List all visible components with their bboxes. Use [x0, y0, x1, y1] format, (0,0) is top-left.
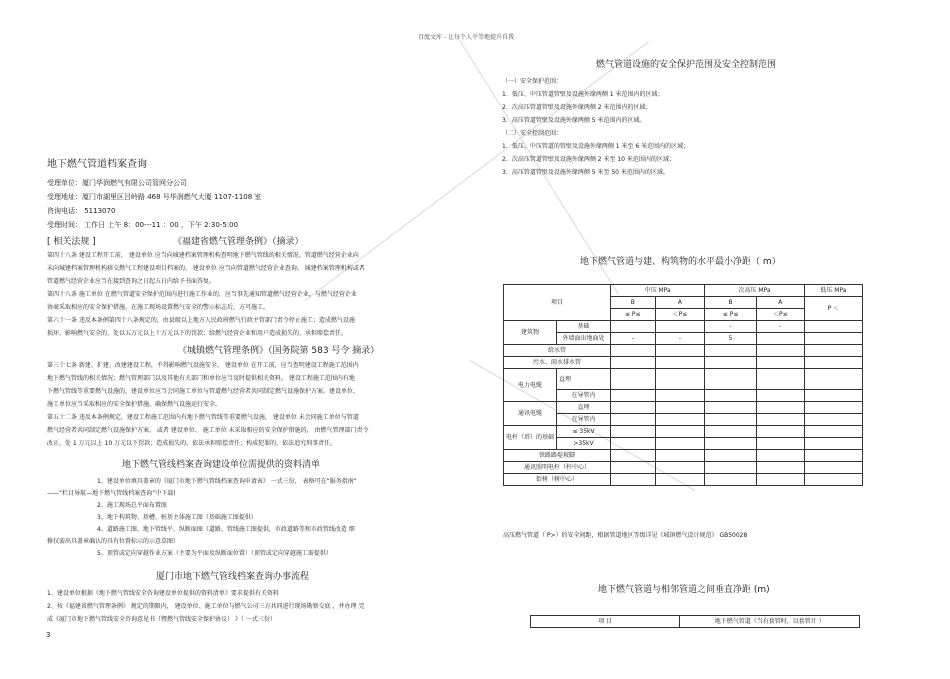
range-line: 3．高压管道管壁及设施外缘两侧 5 米至 50 米范围内的区域。: [502, 169, 669, 176]
high-pressure-note: 高压燃气管道（ P>）的安全间距，根据管道地区等级详见《城镇燃气设计规范》 GB50028: [503, 532, 748, 539]
protection-ranges: [502, 78, 689, 177]
info-line: 咨询电话： 5113070: [47, 207, 116, 215]
row-group-building: 建筑物: [504, 321, 557, 345]
contact-info: [47, 178, 261, 230]
page-header: 百度文库 - 让每个人平等地提升自我: [418, 34, 514, 41]
list-item: 成《厦门市地下燃气管线安全咨询意见书（暨燃气管线安全保护协议） 》（ 一式三份）: [47, 616, 276, 623]
materials-list: [47, 478, 357, 558]
col-header: 项 目: [531, 616, 680, 628]
row-label: 给水管: [504, 345, 611, 357]
regs-line: 第六十一条 违反本条例第四十八条规定的，由县级以上地方人民政府燃气行政主管部门责令停止施工；造成燃气设施: [47, 317, 355, 324]
regs-line: 损坏，影响燃气安全的，处以五万元以上十万元以下的罚款；给燃气经营企业和用户造成损失的，承担赔偿责任。: [47, 330, 348, 337]
table-cell: [804, 321, 862, 333]
regs-national-text: [47, 362, 369, 448]
row-label: 在导管内: [557, 390, 611, 402]
left-title: 地下燃气管道档案查询: [47, 159, 147, 170]
row-label: 通讯照明电杆（杆中心）: [504, 462, 611, 474]
col-range: ≤ P≤: [705, 309, 757, 321]
regs-line: 下燃气管线等重要燃气设施的，建设单位应当会同施工单位与管道燃气经营者共同制定燃气设施保护方案。建设单位、: [47, 388, 360, 395]
col-letter: B: [705, 297, 757, 309]
regs-line: 第四十八条 施工单位 在燃气管道安全保护范围内进行施工作业的，应当事先通知管道燃气经营企业，与燃气经营企业: [47, 291, 357, 298]
table-cell: -: [655, 333, 705, 345]
list-item: ——“栏目导航—地下燃气管线档案查询”中下载): [47, 490, 176, 497]
col-range: ≤ P≤: [611, 309, 656, 321]
regs-heading: [ 相关法规 ]: [47, 237, 96, 247]
range-line: 1．低压、中压管道管壁及设施外缘两侧 1 米范围内的区域；: [502, 91, 664, 98]
col-range: ＜P≤: [756, 309, 804, 321]
row-label: 在导管内: [557, 414, 611, 426]
row-label: ≤ 35kV: [557, 426, 611, 438]
list-item: 修仅需出具盖章确认的具有位置标示的示意草图）: [47, 538, 180, 545]
row-group-comm: 通讯电缆: [504, 402, 557, 426]
col-group-sub-high: 次高压 MPa: [705, 285, 805, 297]
regs-line: 燃气经营者共同制定燃气设施保护方案， 或者 建设单位、 施工单位 未采取相应的安全保护措施的， 由燃气管理部门责令: [47, 427, 369, 434]
row-group-power: 电力电缆: [504, 369, 557, 402]
col-header: 地下燃气管道（当有套管时，以套管计 ）: [680, 616, 860, 628]
row-label: 直埋: [557, 402, 611, 414]
regs-line: 第五十二条 违反本条例规定，建设工程施工范围内有地下燃气管线等重要燃气设施， 建设单位 未会同施工单位与管道: [47, 414, 359, 421]
table-cell: [756, 333, 804, 345]
range-line: 2．次高压管道管壁及设施外缘两侧 2 米至 10 米范围内的区域；: [502, 156, 675, 163]
list-item: 1、建设单位填具盖章的《厦门市地下燃气管线档案查询申请表》 一式三份， 表格可在“服务指南”: [97, 478, 357, 485]
regs-line: 施工单位应当采取相应的安全保护措施，确保燃气设施运行安全。: [47, 401, 222, 408]
range-line: 1．低压、中压管道的管壁及设施外缘两侧 1 米至 6 米范围内的区域；: [502, 143, 690, 150]
table-cell: [804, 333, 862, 345]
row-group-pole: 电杆（塔）的基础: [504, 426, 557, 450]
list-item: 2、按《福建省燃气管理条例》 规定的期限内， 建设单位、施工单位与燃气公司三方共同进行现场勘察交底 ，并办理 完: [47, 603, 365, 610]
process-list: [47, 590, 364, 624]
range-line: 2．次高压管道管壁及设施外缘两侧 2 米范围内的区域；: [502, 104, 652, 111]
clearance-table: [503, 284, 863, 486]
row-label: 铁路路堤坡脚: [504, 450, 611, 462]
list-item: 5、顶管或定向穿越作业方案（主要为平面及纵断面位置）（顶管或定向穿越施工需提供）: [97, 550, 332, 557]
regs-title-fujian: 《福建省燃气管理条例》（摘录）: [173, 237, 304, 247]
regs-line: 协商采取相应的安全保护措施，在施工现场设置燃气安全的警示标志后，方可施工。: [47, 304, 270, 311]
section-process-title: 厦门市地下燃气管线档案查询办事流程: [156, 572, 310, 582]
regs-fujian-text: [47, 252, 365, 338]
list-item: 3、地下构筑物、基槽、桩基主体施工图（基础施工图提供）: [97, 514, 257, 521]
col-range: ＜P≤: [655, 309, 705, 321]
info-line: 受理单位：厦门华润燃气有限公司管网分公司: [47, 179, 187, 187]
row-label: 街树（树中心）: [504, 474, 611, 486]
col-group-low: 低压 MPa: [804, 285, 862, 297]
right-title: 燃气管道设施的安全保护范围及安全控制范围: [596, 60, 777, 70]
row-label: 污水、雨水排水管: [504, 357, 611, 369]
table-cell: 5: [705, 333, 757, 345]
regs-line: 地下燃气管线的相关情况；燃气管理部门以及其他有关部门和单位应当及时提供相关资料。 建设工程施工范围内有地: [47, 375, 355, 382]
row-label: 基础: [557, 321, 611, 333]
col-letter: A: [655, 297, 705, 309]
regs-line: 管道燃气经营企业应当在接到查询之日起五日内给予书面答复。: [47, 278, 216, 285]
range-line: 3．高压管道管壁及设施外缘两侧 5 米范围内的区域。: [502, 117, 646, 124]
vertical-clearance-table: [530, 615, 860, 628]
row-label: 直埋: [557, 369, 611, 390]
table-cell: [655, 321, 705, 333]
info-line: 受理时间： 工作日 上午 8：00---11 ：00 ，下午 2:30-5:00: [47, 221, 239, 229]
page-number: 3: [46, 631, 51, 639]
regs-line: 第四十八条 建设工程开工前， 建设单位 应当向城建档案管理机构查明地下燃气管线的相关情况。管道燃气经营企业向: [47, 252, 359, 259]
section-heading: （二）安全控制范围：: [502, 130, 563, 137]
list-item: 1、建设单位根据《地下燃气管线安全咨询建设单位提供的资料清单》要求提供有关资料: [47, 590, 279, 597]
table-cell: -: [611, 333, 656, 345]
item-header: 项目: [504, 285, 611, 321]
table-cell: [611, 321, 656, 333]
regs-line: 第三十七条 新建、扩建、改建建设工程，不得影响燃气设施安全。 建设单位 在开工前，应当查明建设工程施工范围内: [47, 362, 359, 369]
table-cell: -: [705, 321, 757, 333]
section-materials-title: 地下燃气管线档案查询建设单位需提供的资料清单: [122, 460, 321, 470]
regs-line: 改正，处 1 万元以上 10 万元以下罚款；造成损失的，依法承担赔偿责任；构成犯罪的，依法追究刑事责任。: [47, 440, 337, 447]
clearance-table-title: 地下燃气管道与建、构筑物的水平最小净距（ m）: [580, 257, 781, 267]
col-group-medium: 中压 MPa: [611, 285, 705, 297]
col-letter: B: [611, 297, 656, 309]
row-label: 外墙面出地面处: [557, 333, 611, 345]
table-cell: -: [756, 321, 804, 333]
col-letter: P ＜: [804, 297, 862, 321]
regs-line: 未向城建档案管理机构移交燃气工程建设项目档案的， 建设单位 应当向管道燃气经营企业查询。 城建档案管理机构或者: [47, 265, 365, 272]
vertical-clearance-title: 地下燃气管道与相邻管道之间垂直净距 (m): [598, 585, 770, 595]
row-label: >35kV: [557, 438, 611, 450]
regs-title-national: 《城镇燃气管理条例》（国务院第 583 号令 摘录）: [178, 346, 380, 356]
section-heading: （一）安全保护范围：: [502, 78, 563, 85]
col-letter: A: [756, 297, 804, 309]
info-line: 受理地址：厦门市湖里区吕岭路 468 号华润燃气大厦 1107-1108 室: [47, 193, 262, 201]
list-item: 2、施工现场总平面布置图: [97, 502, 167, 509]
list-item: 4、道路施工图、地下管线平、纵断面图（道路、管线施工图提供，市政道路等和市政管线改造 细: [97, 526, 355, 533]
